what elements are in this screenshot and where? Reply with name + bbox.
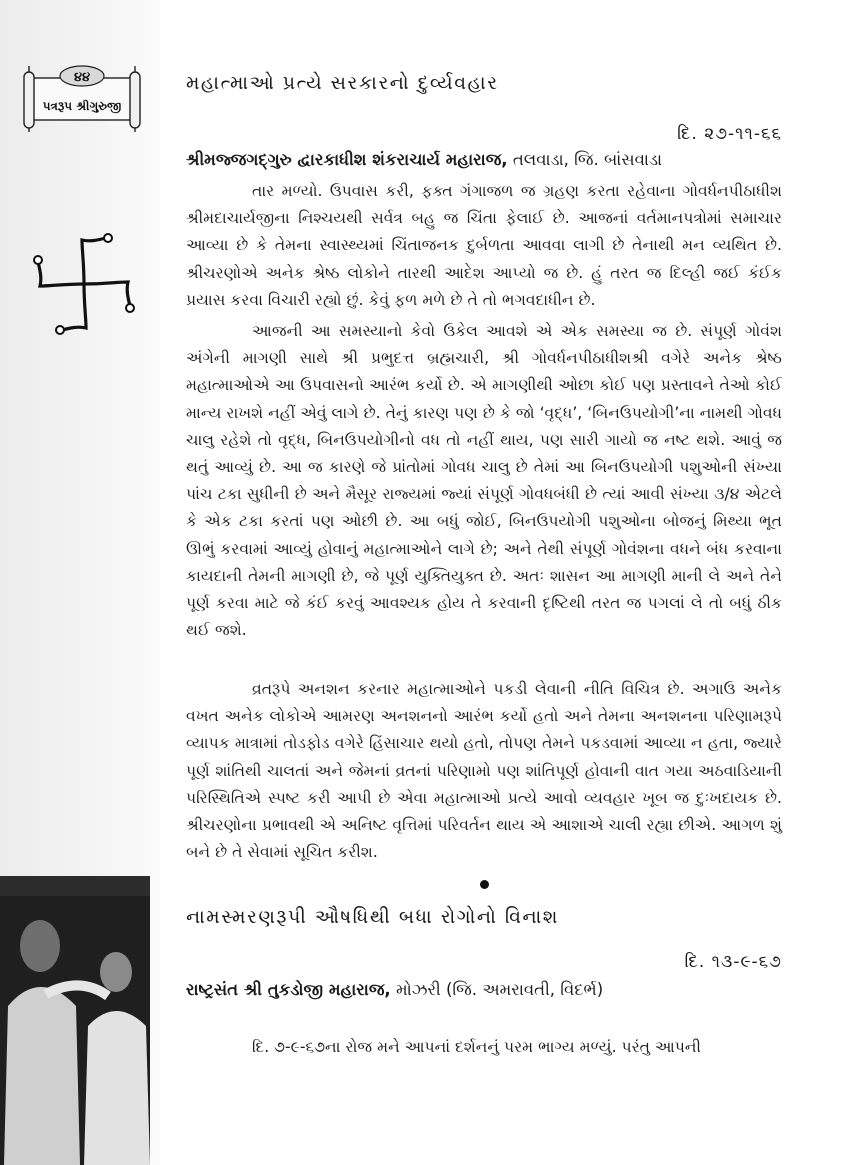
section-divider-dot bbox=[480, 880, 489, 889]
letter2-addressee-name: રાષ્ટ્રસંત શ્રી તુકડોજી મહારાજ, bbox=[186, 980, 391, 999]
page-title: પત્રરૂપ શ્રીગુરુજી bbox=[42, 99, 122, 113]
letter2-paragraph-1: દિ. ૭-૯-૬૭ના રોજ મને આપનાં દર્શનનું પરમ ભાગ્ય મળ્યું. પરંતુ આપની bbox=[252, 1038, 701, 1056]
letter2-addressee-place: મોઝરી (જિ. અમરાવતી, વિદર્ભ) bbox=[390, 980, 604, 999]
swastika-ornament bbox=[28, 228, 140, 340]
scroll-page-badge bbox=[18, 62, 146, 132]
letter1-paragraph-3: વ્રતરૂપે અનશન કરનાર મહાત્માઓને પકડી લેવાની નીતિ વિચિત્ર છે. અગાઉ અનેક વખત અનેક લોકોએ આમરણ અનશનનો આરંભ કર્યો હતો અને તેમના અનશનના પરિણામરૂપે વ્યાપક માત્રામાં તોડફોડ વગેરે હિંસાચાર થયો હતો, તોપણ તેમને પકડવામાં આવ્યા ન હતા, જ્યારે પૂર્ણ શાંતિથી ચાલતાં અને જેમનાં વ્રતનાં પરિણામો પણ શાંતિપૂર્ણ હોવાની વાત ગયા અઠવાડિયાની પરિસ્થિતિએ સ્પષ્ટ કરી આપી છે એવા મહાત્માઓ પ્રત્યે આવો વ્યવહાર ખૂબ જ દુઃખદાયક છે. શ્રીચરણોના પ્રભાવથી એ અનિષ્ટ વૃત્તિમાં પરિવર્તન થાય એ આશાએ ચાલી રહ્યા છીએ. આગળ શું બને છે તે સેવામાં સૂચિત કરીશ. bbox=[186, 680, 782, 862]
letter1-heading: મહાત્માઓ પ્રત્યે સરકારનો દુર્વ્યવહાર bbox=[186, 72, 499, 94]
letter1-addressee-place: તલવાડા, જિ. બાંસવાડા bbox=[507, 150, 663, 169]
photograph bbox=[0, 876, 150, 1165]
letter1-date: દિ. ૨૭-૧૧-૬૬ bbox=[677, 124, 782, 144]
letter2-heading: નામસ્મરણરૂપી ઔષધિથી બધા રોગોનો વિનાશ bbox=[186, 906, 559, 928]
letter1-paragraph-2: આજની આ સમસ્યાનો કેવો ઉકેલ આવશે એ એક સમસ્યા જ છે. સંપૂર્ણ ગોવંશ અંગેની માગણી સાથે શ્રી પ્રભુદત્ત બ્રહ્મચારી, શ્રી ગોવર્ધનપીઠાધીશશ્રી વગેરે અનેક શ્રેષ્ઠ મહાત્માઓએ આ ઉપવાસનો આરંભ કર્યો છે. એ માગણીથી ઓછા કોઈ પણ પ્રસ્તાવને તેઓ કોઈ માન્ય રાખશે નહીં એવું લાગે છે. તેનું કારણ પણ છે કે જો ‘વૃદ્ધ’, ‘બિનઉપયોગી’ના નામથી ગોવધ ચાલુ રહેશે તો વૃદ્ધ, બિનઉપયોગીનો વધ તો નહીં થાય, પણ સારી ગાયો જ નષ્ટ થશે. આવું જ થતું આવ્યું છે. આ જ કારણે જે પ્રાંતોમાં ગોવધ ચાલુ છે તેમાં આ બિનઉપયોગી પશુઓની સંખ્યા પાંચ ટકા સુધીની છે અને મૈસૂર રાજ્યમાં જ્યાં સંપૂર્ણ ગોવધબંધી છે ત્યાં આવી સંખ્યા ૩/૪ એટલે કે એક ટકા કરતાં પણ ઓછી છે. આ બધું જોઈ, બિનઉપયોગી પશુઓના બોજનું મિથ્યા ભૂત ઊભું કરવામાં આવ્યું હોવાનું મહાત્માઓને લાગે છે; અને તેથી સંપૂર્ણ ગોવંશના વધને બંધ કરવાના કાયદાની તેમની માગણી છે, જે પૂર્ણ યુક્તિયુક્ત છે. અતઃ શાસન આ માગણી માની લે અને તેને પૂર્ણ કરવા માટે જે કંઈ કરવું આવશ્યક હોય તે કરવાની દૃષ્ટિથી તરત જ પગલાં લે તો બધું ઠીક થઈ જશે. bbox=[186, 322, 782, 640]
letter2-date: દિ. ૧૩-૯-૬૭ bbox=[684, 952, 782, 972]
letter1-addressee-name: શ્રીમજ્જગદ્‌ગુરુ દ્વારકાધીશ શંકરાચાર્ય મહારાજ, bbox=[186, 150, 508, 169]
letter1-addressee bbox=[186, 150, 662, 170]
letter2-addressee bbox=[186, 980, 603, 1000]
letter1-paragraph-1: તાર મળ્યો. ઉપવાસ કરી, ફક્ત ગંગાજળ જ ગ્રહણ કરતા રહેવાના ગોવર્ધનપીઠાધીશ શ્રીમદાચાર્યજીના નિશ્ચયથી સર્વત્ર બહુ જ ચિંતા ફેલાઈ છે. આજનાં વર્તમાનપત્રોમાં સમાચાર આવ્યા છે કે તેમના સ્વાસ્થ્યમાં ચિંતાજનક દુર્બળતા આવવા લાગી છે તેનાથી મન વ્યથિત છે. શ્રીચરણોએ અનેક શ્રેષ્ઠ લોકોને તારથી આદેશ આપ્યો જ છે. હું તરત જ દિલ્હી જઈ કંઈક પ્રયાસ કરવા વિચારી રહ્યો છું. કેવું ફળ મળે છે તે તો ભગવદાધીન છે. bbox=[186, 182, 782, 309]
page-number: ૪૪ bbox=[73, 70, 91, 85]
